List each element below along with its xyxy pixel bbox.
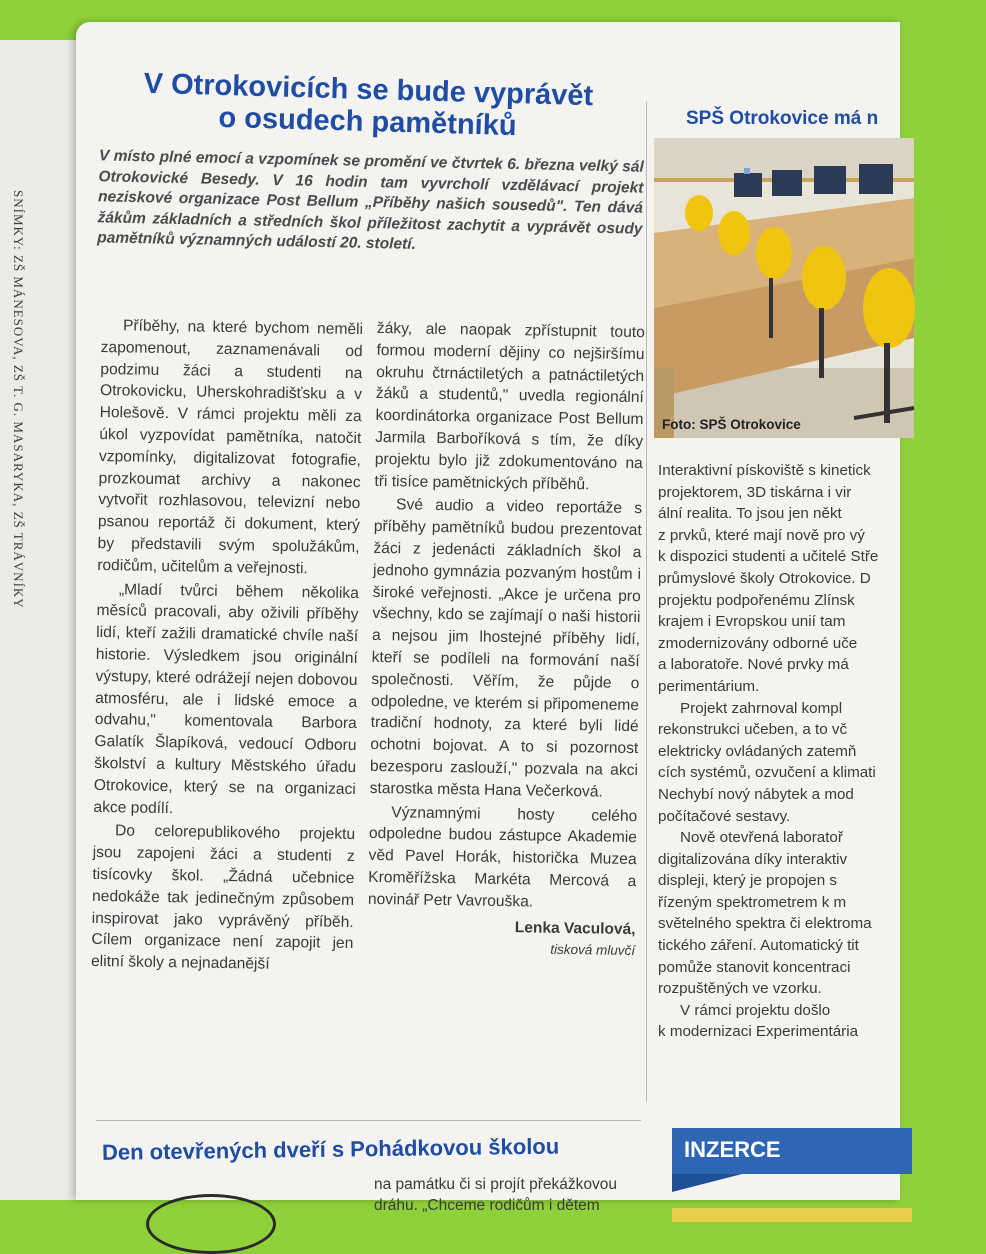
article-author: Lenka Vaculová, (514, 918, 636, 938)
photo-credits: SNÍMKY: ZŠ MÁNESOVA, ZŠ T. G. MASARYKA, ZŠ TRÁVNÍKY (11, 190, 26, 609)
article-title-line-1: V Otrokovicích se bude vyprávět (143, 67, 594, 113)
paragraph: Příběhy, na které bychom neměli zapomenout, zaznamenávali od podzimu žáci a studenti na Otrokovicku, Uherskohradišťsku a v Holešově. V rámci projektu měli za úkol vyzpovídat pamětníka, natočit vzpomínky, digitalizovat fotografie, prozkoumat archivy a nakonec vytvořit rozhlasovou, televizní nebo psanou reportáž či dokument, který by představili svým spolužákům, rodičům, učitelům a veřejnosti. (97, 317, 364, 578)
sidebar-line: k dispozici studenti a učitelé Stře (658, 548, 879, 566)
sidebar-line: tického záření. Automatický tit (658, 937, 859, 955)
magazine-page (76, 22, 900, 1214)
article-lead: V místo plné emocí a vzpomínek se promění ve čtvrtek 6. března velký sál Otrokovické Besedy. V 16 hodin tam vyvrcholí vzdělávací projekt neziskové organizace Post Bellum „Příběhy našich sousedů". Ten dává žákům základních a středních škol příležitost zachytit a vyprávět osudy pamětníků významných událostí 20. století. (97, 147, 644, 253)
article-title-line-2: o osudech pamětníků (218, 101, 517, 143)
ad-banner-ribbon (672, 1174, 742, 1192)
sidebar-line: pomůže stanovit koncentraci (658, 958, 851, 976)
sidebar-line: Projekt zahrnoval kompl (680, 699, 843, 717)
article-author-role: tisková mluvčí (550, 942, 636, 959)
article-column-1 (91, 315, 363, 979)
classroom-illustration (654, 138, 914, 438)
article-title (107, 67, 629, 145)
paragraph: žáky, ale naopak zpřístupnit touto formou moderní dějiny co nejširšímu okruhu čtrnáctiletých a patnáctiletých žáků a studentů," uvedla regionální koordinátorka organizace Post Bellum Jarmila Barboříková s tím, že díky projektu bylo již zdokumentováno na tři tisíce pamětnických příběhů. (374, 319, 645, 493)
sidebar-line: a laboratoře. Nové prvky má (658, 656, 849, 674)
sidebar-line: Nově otevřená laboratoř (680, 829, 843, 847)
sidebar-line: řízeným spektrometrem k m (658, 893, 847, 911)
paragraph: Své audio a video reportáže s příběhy pamětníků budou prezentovat žáci z jedenácti základních škol a jednoho gymnázia pozvaným hostům i široké veřejnosti. „Akce je určena pro všechny, kdo se zajímají o naši historii a nejsou jim lhostejné příběhy lidí, kteří se podíleli na formování naší společnosti. Věřím, že půjde o odpoledne, ve kterém si připomeneme tradiční hodnoty, za které byli lidé ochotni bojovat. A to si pozornost bezesporu zaslouží," pozvala na akci starostka města Hana Večerková. (369, 496, 643, 801)
text-line: na památku či si projít překážkovou (374, 1176, 617, 1193)
column-divider (646, 102, 647, 1102)
next-article-text (374, 1174, 674, 1216)
sidebar-line: displeji, který je propojen s (658, 872, 837, 890)
sidebar-line: Nechybí nový nábytek a mod (658, 785, 854, 803)
sidebar-text (658, 460, 908, 1043)
sidebar-line: projektorem, 3D tiskárna i vir (658, 483, 852, 501)
ad-strip (672, 1208, 912, 1222)
school-logo (146, 1194, 276, 1254)
paragraph: Do celorepublikového projektu jsou zapojeni žáci a studenti z tisícovky škol. „Žádná učebnice nedokáže tak jedinečným způsobem inspirovat jako vyprávěný příběh. Cílem organizace není zapojit jen elitní školy a nejnadanější (90, 822, 356, 973)
sidebar-line: rekonstrukci učeben, a to vč (658, 721, 848, 739)
sidebar-line: světelného spektra či elektroma (658, 915, 872, 933)
sidebar-line: projektu podpořenému Zlínsk (658, 591, 855, 609)
ad-banner (672, 1128, 912, 1174)
sidebar-line: digitalizována díky interaktiv (658, 850, 848, 868)
paragraph: Významnými hosty celého odpoledne budou zástupce Akademie věd Pavel Horák, historička Muzea Kroměřížska Markéta Mercová a novinář Petr Vavrouška. (367, 803, 638, 911)
sidebar-line: cích systémů, ozvučení a klimati (658, 764, 876, 782)
article-column-2 (367, 318, 645, 962)
sidebar-line: počítačové sestavy. (658, 807, 791, 825)
previous-page (0, 40, 80, 1200)
sidebar-line: elektricky ovládaných zatemň (658, 742, 857, 760)
section-divider (96, 1120, 641, 1121)
next-article-title: Den otevřených dveří s Pohádkovou školou (101, 1133, 560, 1165)
ad-banner-label: INZERCE (684, 1137, 781, 1162)
sidebar-line: rozpuštěných ve vzorku. (658, 980, 822, 998)
text-line: dráhu. „Chceme rodičům i dětem (374, 1197, 600, 1214)
sidebar-line: perimentárium. (658, 677, 760, 695)
sidebar-line: z prvků, které mají nově pro vý (658, 526, 865, 544)
photo-caption: Foto: SPŠ Otrokovice (662, 417, 801, 432)
sidebar-line: zmodernizovány odborné uče (658, 634, 858, 652)
paragraph: „Mladí tvůrci během několika měsíců pracovali, aby oživili příběhy lidí, kteří zažili dramatické chvíle naší historie. Výsledkem jsou originální výstupy, které odrážejí nejen dobovou atmosféru, ale i lidské emoce a odvahu," komentovala Barbora Galatík Šlapíková, vedoucí Odboru školství a kultury Městského úřadu Otrokovice, který se na organizaci akce podílí. (93, 580, 359, 817)
sidebar-line: krajem i Evropskou unií tam (658, 613, 846, 631)
classroom-photo (654, 138, 914, 438)
sidebar-line: k modernizaci Experimentária (658, 1023, 859, 1041)
sidebar-title: SPŠ Otrokovice má n (686, 108, 879, 129)
sidebar-line: průmyslové školy Otrokovice. D (658, 569, 871, 587)
sidebar-line: V rámci projektu došlo (680, 1001, 831, 1019)
sidebar-line: Interaktivní pískoviště s kinetick (658, 462, 871, 479)
sidebar-line: ální realita. To jsou jen někt (658, 505, 842, 523)
